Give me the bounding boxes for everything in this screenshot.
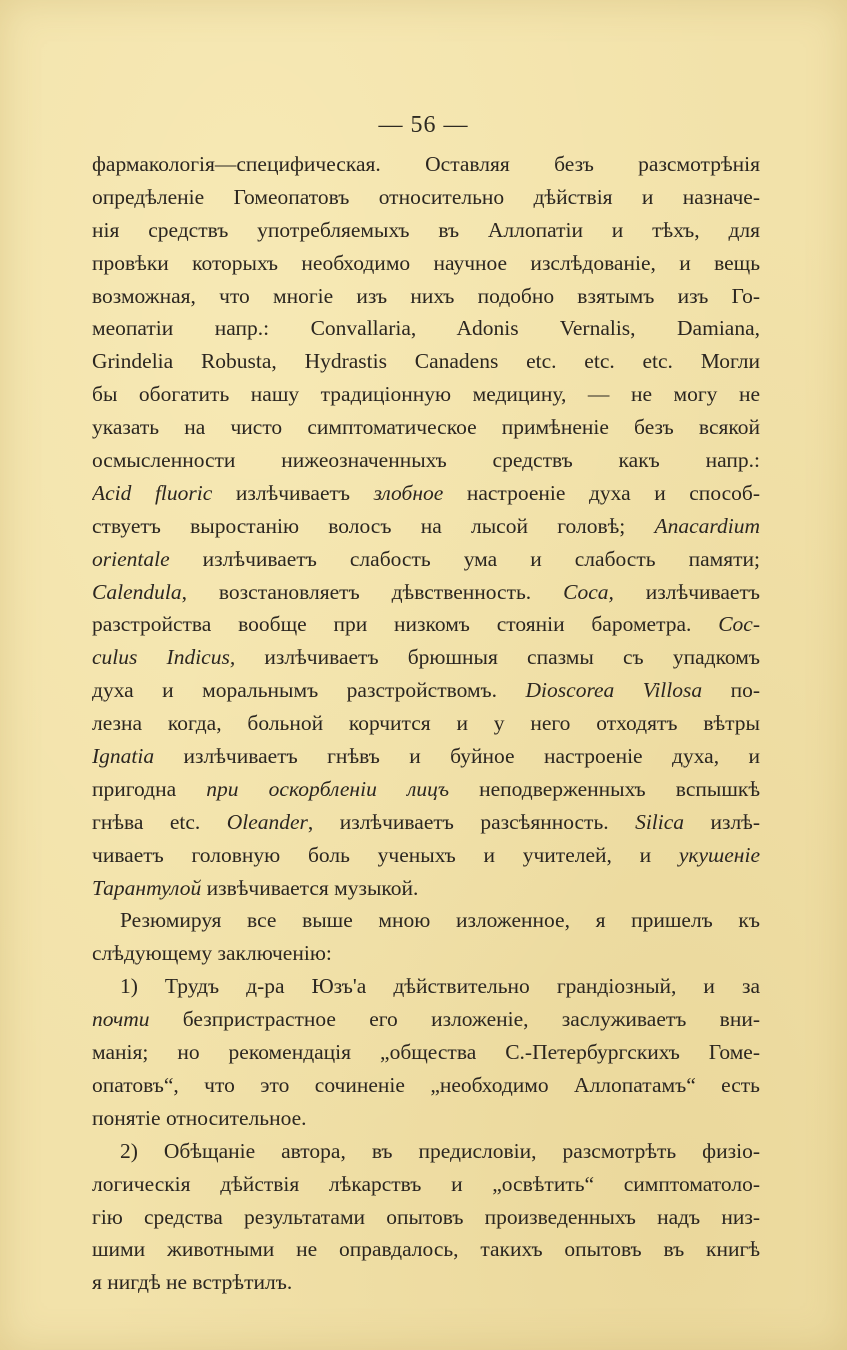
text-line bbox=[92, 411, 760, 444]
text-segment: , излѣчиваетъ разсѣянность. bbox=[307, 809, 636, 834]
italic-text: Silica bbox=[635, 809, 685, 834]
text-segment: неподверженныхъ вспышкѣ bbox=[448, 776, 760, 801]
text-segment: чиваетъ головную боль ученыхъ и учителей, и bbox=[92, 842, 679, 867]
text-segment: излѣчиваетъ слабость ума и слабость памяти; bbox=[169, 546, 760, 571]
text-line bbox=[92, 641, 760, 674]
text-segment: ствуетъ выростанію волосъ на лысой головѣ; bbox=[92, 513, 655, 538]
text-line bbox=[92, 773, 760, 806]
text-line bbox=[92, 543, 760, 576]
text-segment: излѣ- bbox=[684, 809, 760, 834]
italic-text: почти bbox=[92, 1007, 150, 1032]
text-line bbox=[92, 1102, 760, 1135]
italic-text: Ignatia bbox=[92, 744, 155, 769]
text-line bbox=[92, 707, 760, 740]
text-segment: духа и моральнымъ разстройствомъ. bbox=[92, 678, 526, 703]
text-segment: опредѣленіе Гомеопатовъ относительно дѣйствія и назначе- bbox=[92, 184, 760, 209]
text-segment: шими животными не оправдалось, такихъ опытовъ въ книгѣ bbox=[92, 1237, 760, 1262]
page-number: — 56 — bbox=[378, 112, 469, 138]
text-line bbox=[92, 477, 760, 510]
text-segment: излѣчиваетъ bbox=[613, 579, 760, 604]
text-line bbox=[92, 839, 760, 872]
text-line bbox=[92, 1135, 760, 1168]
italic-text: Coc- bbox=[718, 612, 760, 637]
text-line bbox=[92, 345, 760, 378]
text-line bbox=[92, 214, 760, 247]
italic-text: Oleander bbox=[226, 809, 308, 834]
text-segment: я нигдѣ не встрѣтилъ. bbox=[92, 1270, 293, 1295]
text-segment: излѣчиваетъ bbox=[212, 480, 374, 505]
text-segment: слѣдующему заключенію: bbox=[92, 941, 332, 966]
italic-text: Anacardium bbox=[654, 513, 760, 538]
text-segment: гнѣва etc. bbox=[92, 809, 227, 834]
text-line bbox=[92, 247, 760, 280]
text-line bbox=[92, 378, 760, 411]
text-line bbox=[92, 444, 760, 477]
text-line bbox=[92, 181, 760, 214]
text-segment: извѣчивается музыкой. bbox=[201, 875, 419, 900]
text-segment: настроеніе духа и способ- bbox=[443, 480, 760, 505]
text-line bbox=[92, 510, 760, 543]
text-line bbox=[92, 1069, 760, 1102]
text-segment: указать на чисто симптоматическое примѣненіе безъ всякой bbox=[92, 415, 760, 440]
page-body-text bbox=[92, 148, 760, 1299]
text-line bbox=[92, 1168, 760, 1201]
text-segment: 1) Трудъ д-ра Юзъ'а дѣйствительно грандіозный, и за bbox=[120, 974, 760, 999]
text-segment: меопатіи напр.: Convallaria, Adonis Vernalis, Damiana, bbox=[92, 316, 760, 341]
italic-text: culus Indicus, bbox=[92, 645, 236, 670]
text-segment: по- bbox=[702, 678, 760, 703]
text-line bbox=[92, 740, 760, 773]
text-segment: излѣчиваетъ брюшныя спазмы съ упадкомъ bbox=[235, 645, 760, 670]
text-segment: нія средствъ употребляемыхъ въ Аллопатіи и тѣхъ, для bbox=[92, 217, 760, 242]
text-segment: пригодна bbox=[92, 776, 207, 801]
text-line bbox=[92, 904, 760, 937]
text-line bbox=[92, 148, 760, 181]
text-line bbox=[92, 1003, 760, 1036]
italic-text: злобное bbox=[373, 480, 444, 505]
text-segment: безпристрастное его изложеніе, заслуживаетъ вни- bbox=[149, 1007, 760, 1032]
text-line bbox=[92, 806, 760, 839]
text-line bbox=[92, 970, 760, 1003]
text-segment: фармакологія—специфическая. Оставляя безъ разсмотрѣнія bbox=[92, 152, 760, 176]
text-line bbox=[92, 1266, 760, 1299]
text-line bbox=[92, 280, 760, 313]
text-segment: Grindelia Robusta, Hydrastis Canadens etc. etc. etc. Могли bbox=[92, 349, 760, 374]
text-segment: излѣчиваетъ гнѣвъ и буйное настроеніе духа, и bbox=[154, 744, 760, 769]
text-segment: возможная, что многіе изъ нихъ подобно взятымъ изъ Го- bbox=[92, 283, 760, 308]
italic-text: Calendula bbox=[92, 579, 182, 604]
text-segment: гію средства результатами опытовъ произведенныхъ надъ низ- bbox=[92, 1204, 760, 1229]
text-segment: провѣки которыхъ необходимо научное изслѣдованіе, и вещь bbox=[92, 250, 760, 275]
text-line bbox=[92, 674, 760, 707]
text-line bbox=[92, 312, 760, 345]
text-line bbox=[92, 1036, 760, 1069]
text-segment: понятіе относительное. bbox=[92, 1105, 307, 1130]
italic-text: Dioscorea Villosa bbox=[525, 678, 703, 703]
italic-text: при оскорбленіи лицъ bbox=[206, 776, 449, 801]
text-segment: , возстановляетъ дѣвственность. bbox=[181, 579, 564, 604]
italic-text: Acid fluoric bbox=[92, 480, 213, 505]
italic-text: orientale bbox=[92, 546, 170, 571]
text-segment: бы обогатить нашу традиціонную медицину, — не могу не bbox=[92, 382, 760, 407]
text-line bbox=[92, 608, 760, 641]
text-segment: разстройства вообще при низкомъ стояніи барометра. bbox=[92, 612, 719, 637]
text-line bbox=[92, 576, 760, 609]
text-line bbox=[92, 937, 760, 970]
text-segment: манія; но рекомендація „общества С.-Петербургскихъ Гоме- bbox=[92, 1040, 760, 1065]
text-segment: осмысленности нижеозначенныхъ средствъ какъ напр.: bbox=[92, 448, 760, 473]
text-segment: логическія дѣйствія лѣкарствъ и „освѣтить“ симптоматоло- bbox=[92, 1171, 760, 1196]
text-segment: опатовъ“, что это сочиненіе „необходимо Аллопатамъ“ есть bbox=[92, 1072, 760, 1097]
text-segment: лезна когда, больной корчится и у него отходятъ вѣтры bbox=[92, 711, 760, 736]
italic-text: укушеніе bbox=[678, 842, 760, 867]
text-line bbox=[92, 1233, 760, 1266]
text-line bbox=[92, 1201, 760, 1234]
text-line bbox=[92, 872, 760, 905]
text-segment: 2) Обѣщаніе автора, въ предисловіи, разсмотрѣть физіо- bbox=[120, 1138, 760, 1163]
italic-text: Coca, bbox=[563, 579, 614, 604]
text-segment: Резюмируя все выше мною изложенное, я пришелъ къ bbox=[120, 908, 760, 933]
italic-text: Тарантулой bbox=[92, 875, 202, 900]
